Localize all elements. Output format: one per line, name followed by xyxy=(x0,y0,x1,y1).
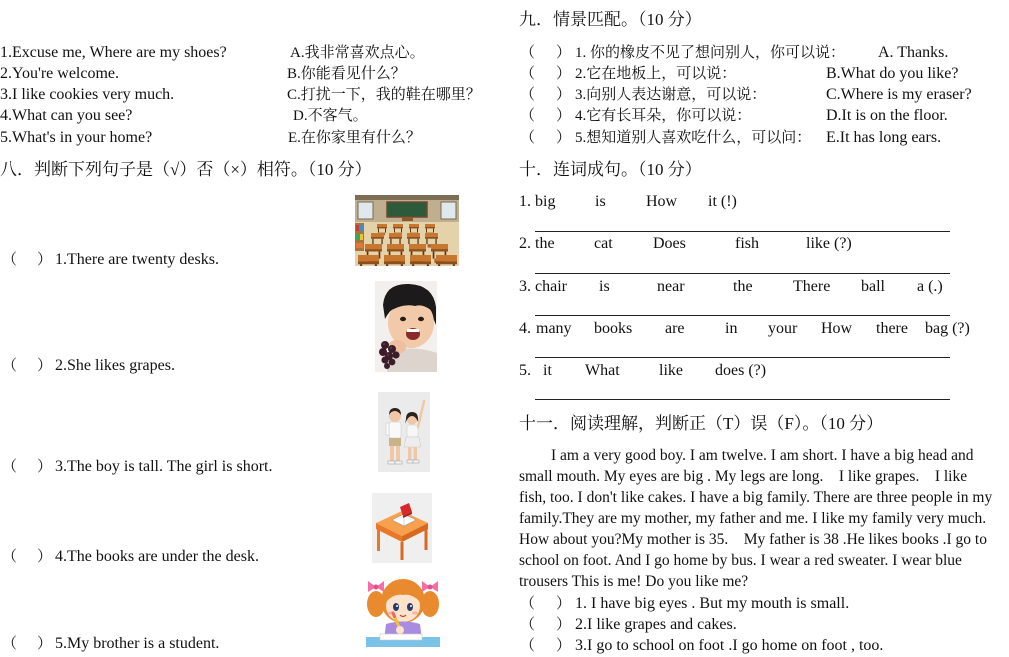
scrambled-word: your xyxy=(768,320,798,337)
answer-blank-close: ） xyxy=(556,45,572,61)
answer-line xyxy=(535,399,950,400)
scrambled-word: Does xyxy=(653,235,686,252)
scrambled-word: are xyxy=(665,320,685,337)
matching-option-c: C.打扰一下，我的鞋在哪里？ xyxy=(287,87,481,103)
statement-text: 3.The boy is tall. The girl is short. xyxy=(55,458,273,475)
scrambled-word: it xyxy=(543,362,552,379)
scrambled-word: the xyxy=(733,278,753,295)
matching-option-b: B.你能看见什么？ xyxy=(287,66,406,82)
answer-blank-open: （ xyxy=(520,596,536,612)
answer-blank-close: ） xyxy=(556,108,572,124)
answer-blank-open: （ xyxy=(2,252,18,268)
matching-question-2: 2.You're welcome. xyxy=(0,65,120,82)
answer-blank-close: ） xyxy=(556,638,572,654)
scrambled-word: cat xyxy=(594,235,613,252)
scrambled-word: How xyxy=(646,193,678,210)
statement-text: 5.My brother is a student. xyxy=(55,635,220,652)
answer-line xyxy=(535,273,950,274)
scrambled-word: How xyxy=(821,320,853,337)
scrambled-word: What xyxy=(585,362,620,379)
answer-blank-close: ） xyxy=(37,459,53,475)
passage-line: school on foot. And I go home by bus. I wear a red sweater. I wear blue xyxy=(519,552,962,569)
girl-with-grapes-picture xyxy=(375,281,437,372)
classroom-picture xyxy=(355,195,459,266)
matching-option-e: E.在你家里有什么？ xyxy=(288,130,421,146)
answer-blank-open: （ xyxy=(520,45,536,61)
statement-text: 4.The books are under the desk. xyxy=(55,548,259,565)
scrambled-word: big xyxy=(535,193,556,210)
section-10-title: 十．连词成句。（10 分） xyxy=(519,160,702,179)
situation-text: 5.想知道别人喜欢吃什么，可以问： xyxy=(575,130,812,146)
scrambled-word: is xyxy=(595,193,606,210)
answer-blank-close: ） xyxy=(556,66,572,82)
matching-question-4: 4.What can you see? xyxy=(0,107,133,124)
answer-blank-close: ） xyxy=(37,358,53,374)
response-option-b: B.What do you like? xyxy=(826,65,959,82)
passage-line: family.They are my mother, my father and me. I like my family very much. xyxy=(519,510,987,527)
answer-blank-open: （ xyxy=(520,617,536,633)
scrambled-word: a (.) xyxy=(917,278,943,295)
section-8-title: 八．判断下列句子是（√）否（×）相符。（10 分） xyxy=(0,160,372,179)
scrambled-word: in xyxy=(725,320,738,337)
statement-text: 2.She likes grapes. xyxy=(55,357,175,374)
scrambled-word: bag (?) xyxy=(925,320,970,337)
answer-blank-open: （ xyxy=(520,638,536,654)
item-number: 3. xyxy=(519,278,531,295)
answer-line xyxy=(535,315,950,316)
answer-blank-close: ） xyxy=(37,549,53,565)
scrambled-word: chair xyxy=(535,278,567,295)
scrambled-word: fish xyxy=(735,235,759,252)
scrambled-word: the xyxy=(535,235,555,252)
answer-blank-open: （ xyxy=(520,130,536,146)
situation-text: 2.它在地板上，可以说： xyxy=(575,66,737,82)
passage-line: small mouth. My eyes are big . My legs are long. I like grapes. I like xyxy=(519,468,968,485)
passage-line: I am a very good boy. I am twelve. I am short. I have a big head and xyxy=(551,447,974,464)
section-9-title: 九．情景匹配。（10 分） xyxy=(519,10,702,29)
passage-line: How about you?My mother is 35. My father is 38 .He likes books .I go to xyxy=(519,531,987,548)
answer-line xyxy=(535,231,950,232)
answer-blank-open: （ xyxy=(520,66,536,82)
passage-line: fish, too. I don't like cakes. I have a big family. There are three people in my xyxy=(519,489,993,506)
scrambled-word: books xyxy=(594,320,633,337)
situation-text: 1. 你的橡皮不见了想问别人，你可以说： xyxy=(575,45,846,61)
response-option-c: C.Where is my eraser? xyxy=(826,86,972,103)
answer-blank-close: ） xyxy=(37,636,53,652)
answer-blank-open: （ xyxy=(2,358,18,374)
item-number: 1. xyxy=(519,193,531,210)
answer-blank-close: ） xyxy=(556,617,572,633)
matching-option-d: D.不客气。 xyxy=(293,108,368,124)
answer-blank-open: （ xyxy=(520,87,536,103)
scrambled-word: does (?) xyxy=(715,362,767,379)
answer-blank-open: （ xyxy=(2,549,18,565)
scrambled-word: near xyxy=(657,278,685,295)
question-text: 1. I have big eyes . But my mouth is small. xyxy=(575,595,850,612)
question-text: 2.I like grapes and cakes. xyxy=(575,616,737,633)
response-option-e: E.It has long ears. xyxy=(826,129,942,146)
scrambled-word: like xyxy=(659,362,683,379)
girl-writing-picture xyxy=(362,572,444,650)
item-number: 5. xyxy=(519,362,531,379)
answer-blank-open: （ xyxy=(2,636,18,652)
situation-text: 3.向别人表达谢意，可以说： xyxy=(575,87,767,103)
answer-blank-close: ） xyxy=(556,130,572,146)
matching-question-5: 5.What's in your home? xyxy=(0,129,153,146)
answer-blank-open: （ xyxy=(520,108,536,124)
scrambled-word: There xyxy=(793,278,831,295)
item-number: 2. xyxy=(519,235,531,252)
response-option-a: A. Thanks. xyxy=(878,44,949,61)
desk-with-books-picture xyxy=(372,493,432,563)
scrambled-word: there xyxy=(876,320,908,337)
scrambled-word: many xyxy=(536,320,572,337)
matching-option-a: A.我非常喜欢点心。 xyxy=(290,45,425,61)
scrambled-word: is xyxy=(599,278,610,295)
scrambled-word: it (!) xyxy=(708,193,737,210)
answer-blank-close: ） xyxy=(37,252,53,268)
boy-and-girl-picture xyxy=(378,392,430,472)
scrambled-word: like (?) xyxy=(806,235,852,252)
answer-blank-close: ） xyxy=(556,87,572,103)
situation-text: 4.它有长耳朵，你可以说： xyxy=(575,108,752,124)
matching-question-1: 1.Excuse me, Where are my shoes? xyxy=(0,44,227,61)
response-option-d: D.It is on the floor. xyxy=(826,107,948,124)
passage-line: trousers This is me! Do you like me? xyxy=(519,573,749,590)
answer-blank-close: ） xyxy=(556,596,572,612)
answer-blank-open: （ xyxy=(2,459,18,475)
statement-text: 1.There are twenty desks. xyxy=(55,251,219,268)
question-text: 3.I go to school on foot .I go home on foot , too. xyxy=(575,637,884,654)
scrambled-word: ball xyxy=(861,278,885,295)
item-number: 4. xyxy=(519,320,531,337)
section-11-title: 十一．阅读理解，判断正（T）误（F）。（10 分） xyxy=(519,414,884,433)
answer-line xyxy=(535,357,950,358)
matching-question-3: 3.I like cookies very much. xyxy=(0,86,175,103)
